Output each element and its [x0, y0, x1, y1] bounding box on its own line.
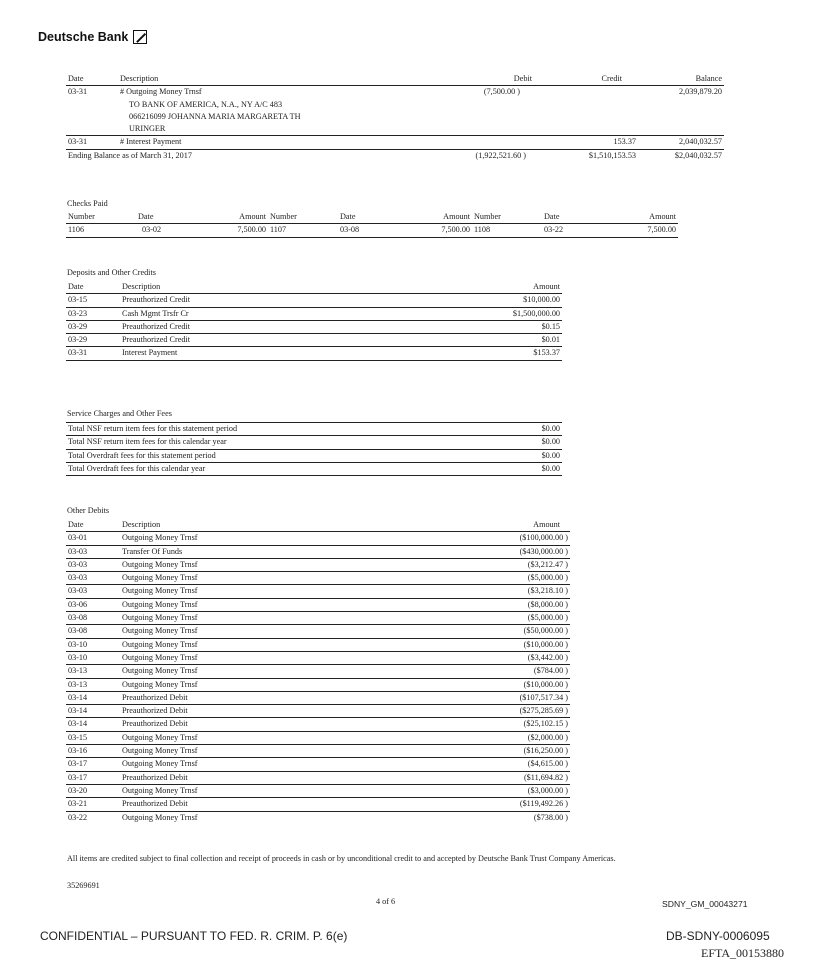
debit-date: 03-06	[66, 598, 120, 611]
fees-table	[66, 422, 562, 476]
debit-row	[66, 545, 570, 558]
debit-date: 03-21	[66, 798, 120, 811]
debit-row	[66, 718, 570, 731]
debit-row	[66, 558, 570, 571]
debit-description: Outgoing Money Trnsf	[122, 812, 198, 822]
debit-date: 03-17	[66, 771, 120, 784]
checks-header-date: Date	[136, 211, 198, 224]
debit-amount: ($100,000.00 )	[440, 532, 570, 545]
brand-name: Deutsche Bank	[38, 30, 129, 44]
ending-balance-debit: (1,922,521.60 )	[475, 150, 526, 160]
checks-header-date: Date	[338, 211, 400, 224]
debit-description: Outgoing Money Trnsf	[120, 758, 440, 771]
deposits-header-date: Date	[66, 281, 120, 294]
debit-amount: ($5,000.00 )	[440, 572, 570, 585]
summary-row-detail-line: URINGER	[129, 124, 166, 134]
deposit-row	[66, 347, 562, 360]
check-date: 03-08	[338, 224, 400, 237]
debit-date: 03-03	[66, 585, 120, 598]
summary-row-description: # Interest Payment	[118, 136, 408, 149]
db-document-id: DB-SDNY-0006095	[666, 929, 770, 943]
deposit-amount: $0.01	[440, 334, 562, 347]
debit-description: Preauthorized Debit	[120, 771, 440, 784]
debit-description: Preauthorized Debit	[120, 705, 440, 718]
debits-header-date: Date	[66, 519, 120, 532]
debit-amount: ($3,000.00 )	[440, 784, 570, 797]
ending-balance-credit: $1,510,153.53	[588, 150, 636, 160]
ending-balance-label: Ending Balance as of March 31, 2017	[68, 150, 192, 160]
deposit-description: Cash Mgmt Trsfr Cr	[120, 307, 440, 320]
fees-title: Service Charges and Other Fees	[67, 409, 172, 418]
summary-row-date: 03-31	[68, 87, 88, 97]
debit-row	[66, 691, 570, 704]
checks-header-amount: Amount	[198, 211, 268, 224]
check-number: 1107	[268, 224, 338, 237]
debit-description: Preauthorized Debit	[120, 718, 440, 731]
debit-row	[66, 784, 570, 797]
summary-row-interest	[66, 136, 724, 149]
debit-row	[66, 811, 570, 824]
debit-description: Preauthorized Debit	[120, 798, 440, 811]
deposit-date: 03-23	[66, 307, 120, 320]
fee-amount: $0.00	[486, 462, 562, 475]
fee-row	[66, 462, 562, 475]
debit-date: 03-03	[66, 558, 120, 571]
summary-header-description: Description	[118, 73, 408, 86]
debit-row	[66, 532, 570, 545]
other-debits-table	[66, 519, 570, 824]
summary-header-credit: Credit	[534, 73, 638, 86]
summary-row-balance: 2,040,032.57	[638, 136, 724, 149]
debit-date: 03-08	[66, 625, 120, 638]
summary-ending-row	[66, 149, 724, 162]
debits-header-amount: Amount	[440, 519, 570, 532]
deposits-title: Deposits and Other Credits	[67, 268, 156, 277]
debit-date: 03-10	[66, 638, 120, 651]
debit-amount: ($4,615.00 )	[440, 758, 570, 771]
debit-amount: ($11,694.82 )	[440, 771, 570, 784]
fee-row	[66, 436, 562, 449]
debit-row	[66, 705, 570, 718]
summary-row-description: # Outgoing Money Trnsf	[120, 87, 202, 97]
fee-row	[66, 449, 562, 462]
checks-paid-table	[66, 211, 678, 238]
account-reference: 35269691	[67, 881, 100, 890]
deposits-header-amount: Amount	[440, 281, 562, 294]
debit-amount: ($275,285.69 )	[440, 705, 570, 718]
debit-date: 03-03	[66, 545, 120, 558]
check-date: 03-02	[136, 224, 198, 237]
checks-header-amount: Amount	[602, 211, 678, 224]
deposit-date: 03-29	[66, 334, 120, 347]
fee-label: Total NSF return item fees for this calendar year	[66, 436, 486, 449]
debits-header-row	[66, 519, 570, 532]
deposit-row	[66, 334, 562, 347]
deposit-date: 03-31	[66, 347, 120, 360]
debit-row	[66, 638, 570, 651]
debit-amount: ($16,250.00 )	[440, 745, 570, 758]
fee-label: Total Overdraft fees for this statement period	[66, 449, 486, 462]
deposit-description: Interest Payment	[120, 347, 440, 360]
debit-date: 03-14	[66, 691, 120, 704]
deposits-header-description: Description	[120, 281, 440, 294]
check-date: 03-22	[542, 224, 602, 237]
debit-amount: ($3,442.00 )	[440, 651, 570, 664]
debit-date: 03-20	[66, 784, 120, 797]
debit-amount: ($10,000.00 )	[440, 638, 570, 651]
debit-amount: ($2,000.00 )	[440, 731, 570, 744]
summary-header-date: Date	[66, 73, 118, 86]
debit-description: Outgoing Money Trnsf	[120, 532, 440, 545]
debit-amount: ($738.00 )	[533, 812, 568, 822]
debit-row	[66, 651, 570, 664]
debit-date: 03-01	[66, 532, 120, 545]
debit-row	[66, 745, 570, 758]
debit-amount: ($784.00 )	[440, 665, 570, 678]
fee-label: Total NSF return item fees for this statement period	[66, 423, 486, 436]
debit-row	[66, 585, 570, 598]
debit-row	[66, 798, 570, 811]
debit-amount: ($3,218.10 )	[440, 585, 570, 598]
checks-header-number: Number	[268, 211, 338, 224]
account-summary-table	[66, 73, 724, 162]
debit-row	[66, 612, 570, 625]
deposit-description: Preauthorized Credit	[120, 320, 440, 333]
deposit-date: 03-15	[66, 294, 120, 307]
check-number: 1106	[66, 224, 136, 237]
debit-date: 03-14	[66, 718, 120, 731]
fee-amount: $0.00	[486, 436, 562, 449]
checks-header-number: Number	[66, 211, 136, 224]
summary-header-debit: Debit	[408, 73, 534, 86]
deposit-date: 03-29	[66, 320, 120, 333]
fee-amount: $0.00	[486, 423, 562, 436]
summary-header-balance: Balance	[638, 73, 724, 86]
summary-row-detail-line: 066216099 JOHANNA MARIA MARGARETA TH	[129, 111, 301, 121]
fee-amount: $0.00	[486, 449, 562, 462]
checks-header-number: Number	[472, 211, 542, 224]
other-debits-title: Other Debits	[67, 506, 110, 515]
check-amount: 7,500.00	[400, 224, 472, 237]
deposit-row	[66, 294, 562, 307]
debit-row	[66, 625, 570, 638]
debit-amount: ($50,000.00 )	[440, 625, 570, 638]
debit-date: 03-16	[66, 745, 120, 758]
debit-description: Outgoing Money Trnsf	[120, 558, 440, 571]
deposit-description: Preauthorized Credit	[120, 294, 440, 307]
debit-description: Outgoing Money Trnsf	[120, 598, 440, 611]
debit-row	[66, 678, 570, 691]
debit-description: Outgoing Money Trnsf	[120, 731, 440, 744]
debit-date: 03-14	[66, 705, 120, 718]
debit-date: 03-10	[66, 651, 120, 664]
debit-description: Preauthorized Debit	[120, 691, 440, 704]
summary-row-date: 03-31	[66, 136, 118, 149]
checks-row	[66, 224, 678, 237]
debit-description: Outgoing Money Trnsf	[120, 612, 440, 625]
debit-row	[66, 572, 570, 585]
summary-row-balance: 2,039,879.20	[679, 87, 722, 97]
checks-header-amount: Amount	[400, 211, 472, 224]
checks-paid-title: Checks Paid	[67, 199, 108, 208]
debit-date: 03-03	[66, 572, 120, 585]
debit-amount: ($107,517.34 )	[440, 691, 570, 704]
debit-description: Outgoing Money Trnsf	[120, 784, 440, 797]
deposit-description: Preauthorized Credit	[120, 334, 440, 347]
deposits-table	[66, 281, 562, 361]
debit-amount: ($5,000.00 )	[440, 612, 570, 625]
checks-header-date: Date	[542, 211, 602, 224]
debit-amount: ($3,212.47 )	[440, 558, 570, 571]
debit-date: 03-15	[66, 731, 120, 744]
deposit-amount: $153.37	[440, 347, 562, 360]
confidentiality-notice: CONFIDENTIAL – PURSUANT TO FED. R. CRIM. P. 6(e)	[40, 929, 348, 943]
deposit-row	[66, 307, 562, 320]
debit-date: 03-13	[66, 665, 120, 678]
brand-header	[38, 30, 147, 44]
deposit-amount: $10,000.00	[440, 294, 562, 307]
deposit-row	[66, 320, 562, 333]
summary-row-detail-line: TO BANK OF AMERICA, N.A., NY A/C 483	[129, 99, 283, 109]
debit-description: Outgoing Money Trnsf	[120, 572, 440, 585]
collection-disclaimer: All items are credited subject to final collection and receipt of proceeds in cash or by unconditional credit to and accepted by Deutsche Bank Trust Company Americas.	[67, 854, 616, 863]
debit-description: Outgoing Money Trnsf	[120, 678, 440, 691]
debit-description: Outgoing Money Trnsf	[120, 625, 440, 638]
summary-row-credit: 153.37	[534, 136, 638, 149]
debit-amount: ($119,492.26 )	[440, 798, 570, 811]
deposit-amount: $0.15	[440, 320, 562, 333]
debit-amount: ($430,000.00 )	[440, 545, 570, 558]
checks-header-row	[66, 211, 678, 224]
debit-description: Outgoing Money Trnsf	[120, 651, 440, 664]
efta-document-id: EFTA_00153880	[701, 946, 785, 960]
summary-row-outgoing	[66, 86, 724, 136]
debit-date: 03-13	[66, 678, 120, 691]
debit-amount: ($10,000.00 )	[440, 678, 570, 691]
check-amount: 7,500.00	[602, 224, 678, 237]
debit-description: Outgoing Money Trnsf	[120, 745, 440, 758]
summary-header-row	[66, 73, 724, 86]
fee-row	[66, 423, 562, 436]
deutsche-bank-logo-icon	[133, 30, 147, 44]
summary-row-debit: (7,500.00 )	[483, 87, 520, 97]
debit-amount: ($25,102.15 )	[440, 718, 570, 731]
debit-date: 03-17	[66, 758, 120, 771]
debit-row	[66, 731, 570, 744]
debits-header-description: Description	[120, 519, 440, 532]
debit-row	[66, 771, 570, 784]
debit-description: Transfer Of Funds	[120, 545, 440, 558]
ending-balance-balance: $2,040,032.57	[674, 150, 722, 160]
check-number: 1108	[472, 224, 542, 237]
fee-label: Total Overdraft fees for this calendar year	[66, 462, 486, 475]
debit-amount: ($8,000.00 )	[440, 598, 570, 611]
debit-description: Outgoing Money Trnsf	[120, 665, 440, 678]
page-number: 4 of 6	[376, 897, 396, 906]
deposit-amount: $1,500,000.00	[440, 307, 562, 320]
debit-date: 03-08	[66, 612, 120, 625]
debit-description: Outgoing Money Trnsf	[120, 585, 440, 598]
debit-row	[66, 598, 570, 611]
bates-number: SDNY_GM_00043271	[662, 899, 748, 909]
debit-row	[66, 665, 570, 678]
check-amount: 7,500.00	[198, 224, 268, 237]
debit-date: 03-22	[68, 812, 88, 822]
debit-row	[66, 758, 570, 771]
deposits-header-row	[66, 281, 562, 294]
debit-description: Outgoing Money Trnsf	[120, 638, 440, 651]
